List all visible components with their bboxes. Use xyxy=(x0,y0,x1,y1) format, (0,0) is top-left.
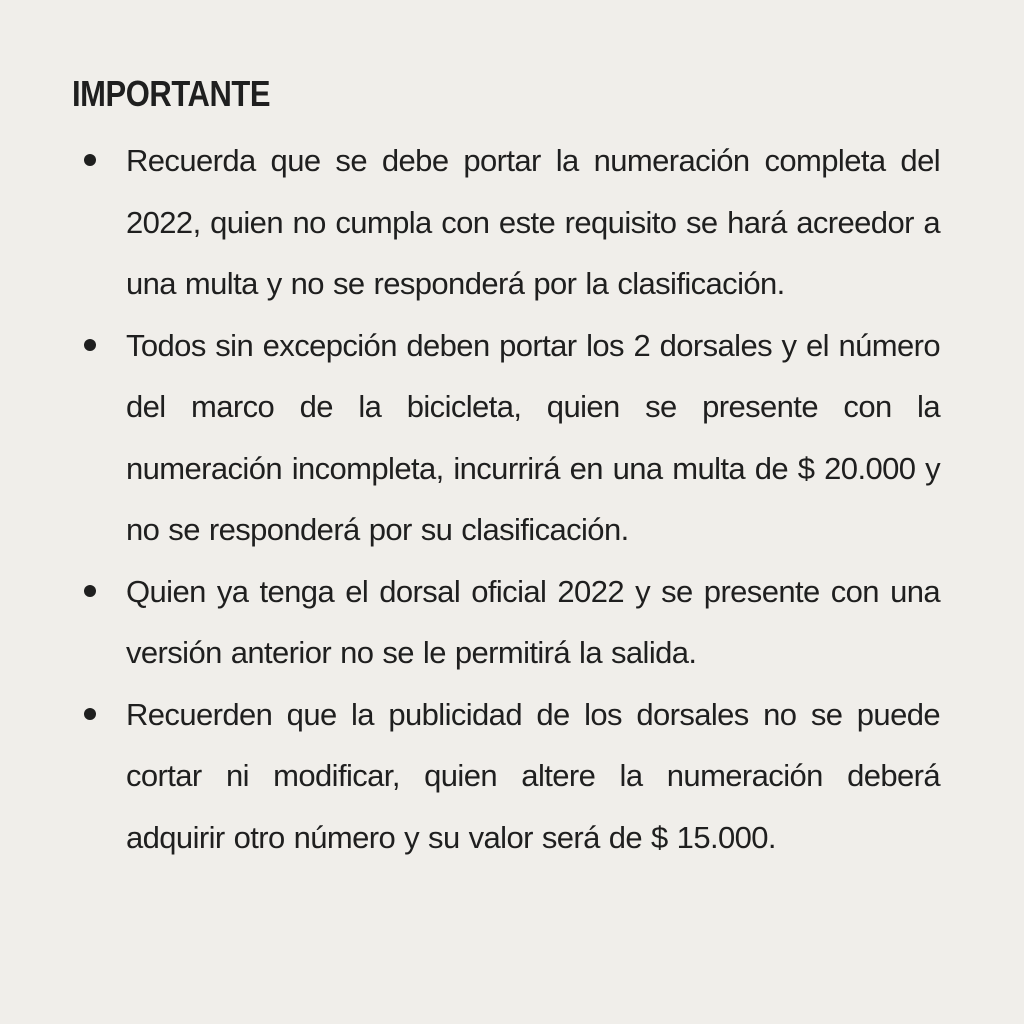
list-item-text: Recuerden que la publicidad de los dorsales no se puede cortar ni modificar, quien altere la numeración deberá adquirir otro número y su valor será de $ 15.000. xyxy=(126,696,940,855)
notice-content xyxy=(72,72,940,868)
list-item-text: Quien ya tenga el dorsal oficial 2022 y se presente con una versión anterior no se le permitirá la salida. xyxy=(126,573,940,670)
bullet-icon xyxy=(84,154,96,166)
notice-heading: IMPORTANTE xyxy=(72,73,271,114)
list-item xyxy=(72,130,940,315)
list-item-text: Todos sin excepción deben portar los 2 dorsales y el número del marco de la bicicleta, quien se presente con la numeración incompleta, incurrirá en una multa de $ 20.000 y no se responderá por su clasificación. xyxy=(126,327,940,547)
bullet-icon xyxy=(84,708,96,720)
list-item-text: Recuerda que se debe portar la numeración completa del 2022, quien no cumpla con este requisito se hará acreedor a una multa y no se responderá por la clasificación. xyxy=(126,143,940,301)
list-item xyxy=(72,684,940,869)
list-item xyxy=(72,561,940,684)
bullet-icon xyxy=(84,339,96,351)
bullet-icon xyxy=(84,585,96,597)
notice-list xyxy=(72,130,940,868)
list-item xyxy=(72,315,940,561)
